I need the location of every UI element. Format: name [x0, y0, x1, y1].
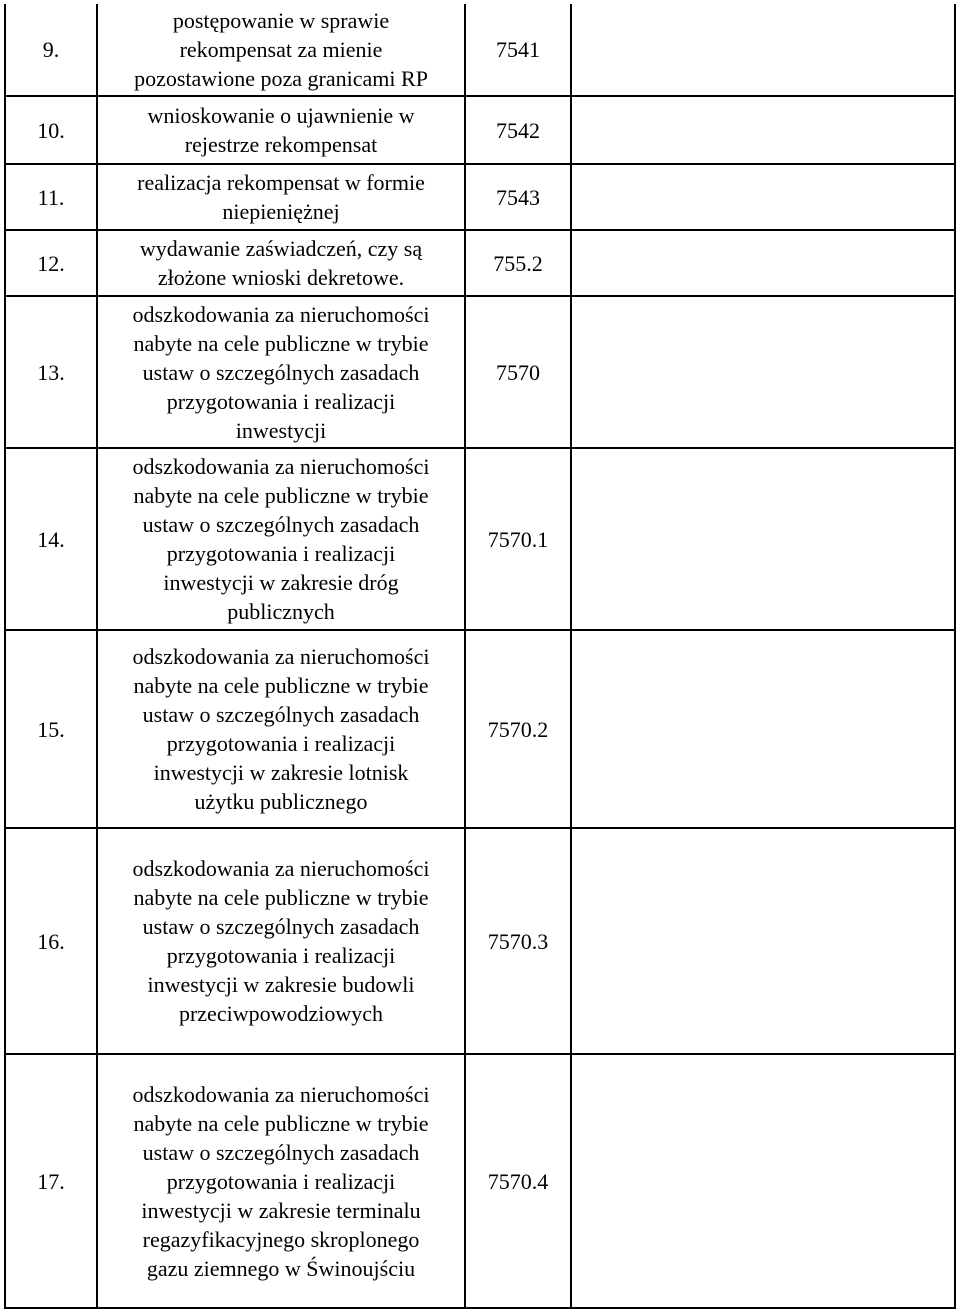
row-code: 7543: [465, 164, 571, 230]
empty-cell: [571, 1054, 955, 1308]
table-row: [5, 164, 955, 230]
row-number: 12.: [5, 230, 97, 296]
row-description: realizacja rekompensat w formie niepieniężnej: [97, 164, 465, 230]
row-number: 11.: [5, 164, 97, 230]
empty-cell: [571, 96, 955, 164]
row-code: 755.2: [465, 230, 571, 296]
table-row: [5, 230, 955, 296]
row-number: 16.: [5, 828, 97, 1054]
table-row: [5, 296, 955, 448]
empty-cell: [571, 164, 955, 230]
row-number: 17.: [5, 1054, 97, 1308]
row-code: 7570.1: [465, 448, 571, 630]
empty-cell: [571, 4, 955, 96]
row-code: 7541: [465, 4, 571, 96]
row-description: postępowanie w sprawie rekompensat za mienie pozostawione poza granicami RP: [97, 4, 465, 96]
row-number: 10.: [5, 96, 97, 164]
empty-cell: [571, 448, 955, 630]
row-number: 9.: [5, 4, 97, 96]
row-description: odszkodowania za nieruchomości nabyte na cele publiczne w trybie ustaw o szczególnych zasadach przygotowania i realizacji inwestycji w zakresie budowli przeciwpowodziowych: [97, 828, 465, 1054]
table-row: [5, 630, 955, 828]
row-description: odszkodowania za nieruchomości nabyte na cele publiczne w trybie ustaw o szczególnych zasadach przygotowania i realizacji inwestycji w zakresie dróg publicznych: [97, 448, 465, 630]
empty-cell: [571, 828, 955, 1054]
row-code: 7542: [465, 96, 571, 164]
table-row: [5, 1054, 955, 1308]
row-code: 7570.4: [465, 1054, 571, 1308]
row-number: 14.: [5, 448, 97, 630]
table-row: [5, 448, 955, 630]
row-number: 15.: [5, 630, 97, 828]
row-code: 7570: [465, 296, 571, 448]
empty-cell: [571, 296, 955, 448]
row-description: odszkodowania za nieruchomości nabyte na cele publiczne w trybie ustaw o szczególnych zasadach przygotowania i realizacji inwestycji w zakresie terminalu regazyfikacyjnego skroplonego gazu ziemnego w Świnoujściu: [97, 1054, 465, 1308]
row-code: 7570.2: [465, 630, 571, 828]
table-row: [5, 828, 955, 1054]
row-description: wydawanie zaświadczeń, czy są złożone wnioski dekretowe.: [97, 230, 465, 296]
row-description: wnioskowanie o ujawnienie w rejestrze rekompensat: [97, 96, 465, 164]
table-row: [5, 4, 955, 96]
row-description: odszkodowania za nieruchomości nabyte na cele publiczne w trybie ustaw o szczególnych zasadach przygotowania i realizacji inwestycji: [97, 296, 465, 448]
empty-cell: [571, 630, 955, 828]
table-row: [5, 96, 955, 164]
empty-cell: [571, 230, 955, 296]
document-table: [4, 4, 956, 1309]
row-number: 13.: [5, 296, 97, 448]
row-code: 7570.3: [465, 828, 571, 1054]
row-description: odszkodowania za nieruchomości nabyte na cele publiczne w trybie ustaw o szczególnych zasadach przygotowania i realizacji inwestycji w zakresie lotnisk użytku publicznego: [97, 630, 465, 828]
